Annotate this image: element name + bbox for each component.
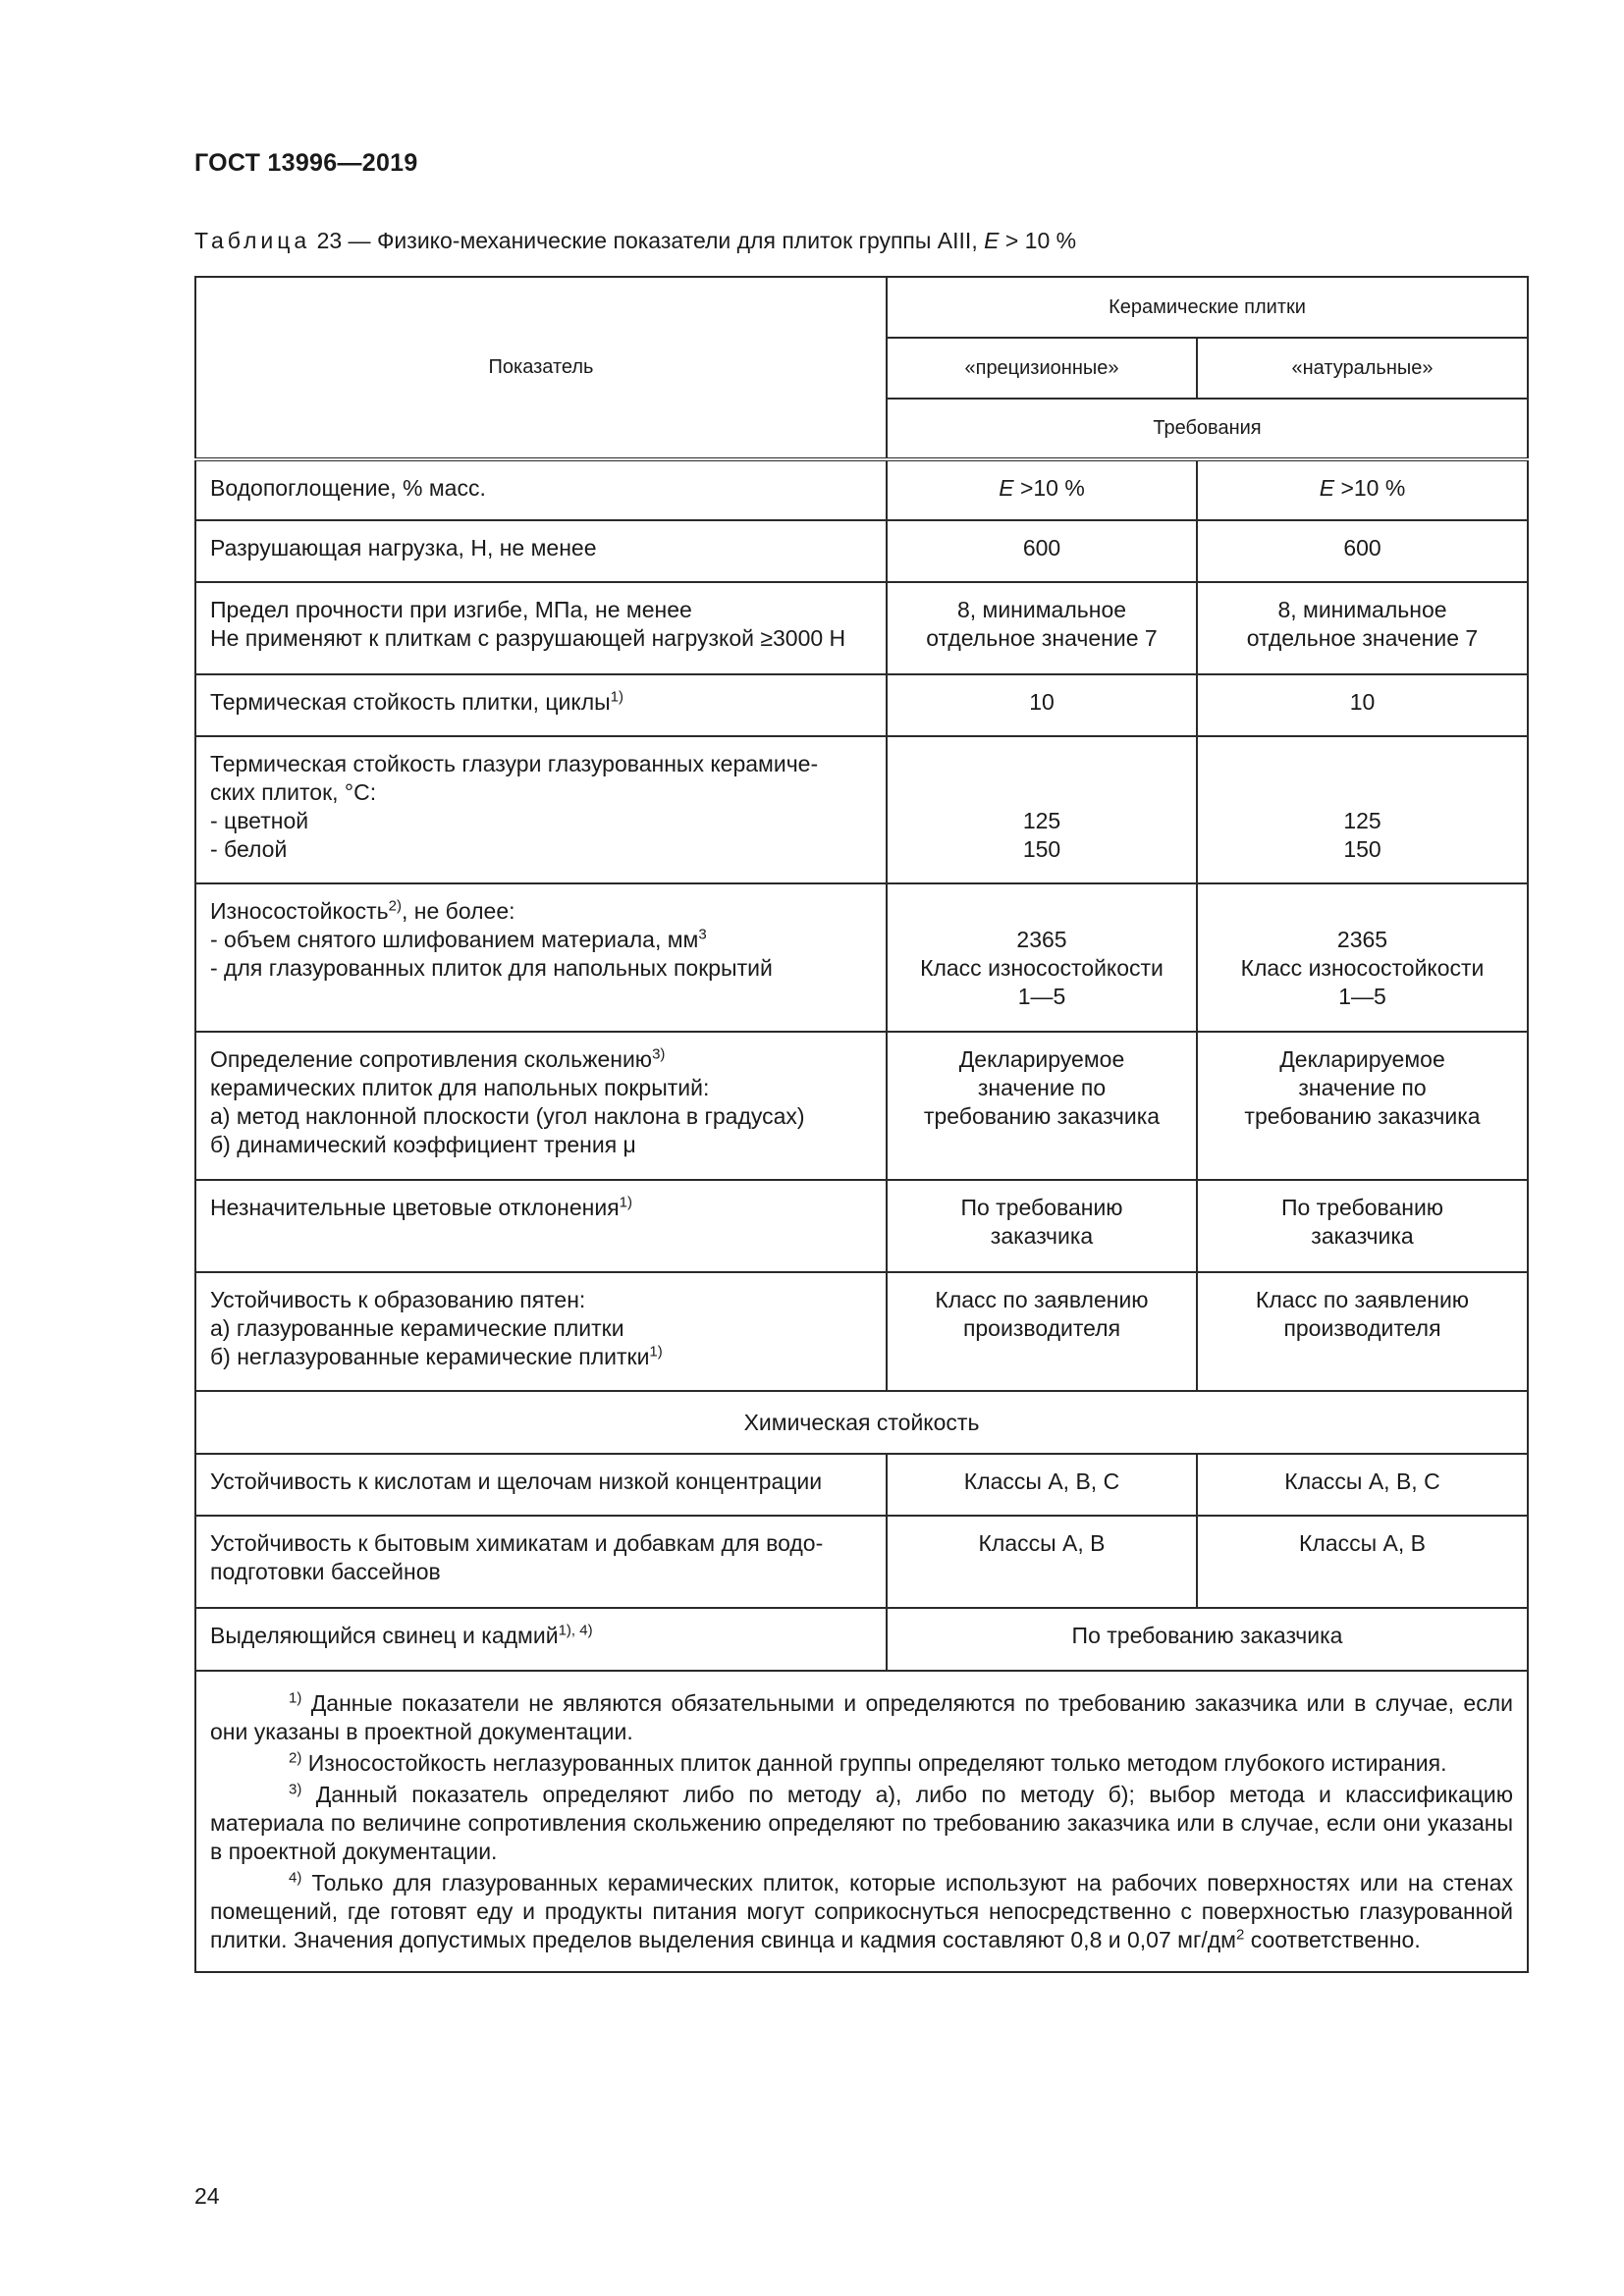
stain-sup: 1) [649, 1343, 663, 1361]
slip-label-1 [210, 1045, 872, 1074]
footnote-1-mark: 1) [289, 1689, 302, 1707]
table-row [195, 1272, 1528, 1391]
thermal-label: Термическая стойкость плитки, циклы [210, 689, 611, 715]
water-var-1: E [999, 475, 1014, 501]
slip-label-4: б) динамический коэффициент трения μ [210, 1132, 636, 1157]
row-value-stain-1 [887, 1272, 1197, 1391]
slip-label-1-text: Определение сопротивления скольжению [210, 1046, 653, 1072]
header-group: Керамические плитки [887, 277, 1528, 338]
row-value-thermal-2: 10 [1197, 674, 1528, 736]
glaze-label-2: ских плиток, °С: [210, 779, 377, 805]
caption-text: 23 — Физико-механические показатели для плиток группы АIII, [316, 228, 978, 253]
slip-value-2a: Декларируемое [1279, 1046, 1445, 1072]
header-col-precision: «прецизионные» [887, 338, 1197, 399]
glaze-value-1b: 150 [1022, 836, 1061, 862]
row-label-thermal [195, 674, 887, 736]
thermal-sup: 1) [610, 688, 623, 706]
footnote-4-mark: 4) [289, 1869, 302, 1887]
row-value-slip-1 [887, 1032, 1197, 1180]
stain-label-3-text: б) неглазурованные керамические плитки [210, 1344, 650, 1369]
row-label-acid: Устойчивость к кислотам и щелочам низкой концентрации [195, 1454, 887, 1516]
footnotes [195, 1671, 1528, 1972]
wear-label-1-text: Износостойкость [210, 898, 389, 924]
table-row [195, 736, 1528, 883]
row-value-wear-1 [887, 883, 1197, 1032]
water-val-2: >10 % [1340, 475, 1406, 501]
row-label-stain [195, 1272, 887, 1391]
water-var-2: E [1319, 475, 1335, 501]
row-value-household-1: Классы А, В [887, 1516, 1197, 1608]
table-row [195, 1180, 1528, 1272]
slip-value-1a: Декларируемое [958, 1046, 1125, 1072]
table-row [195, 1516, 1528, 1608]
notes-row [195, 1671, 1528, 1972]
bend-value-1a: 8, минимальное [956, 597, 1127, 622]
lead-sup: 1), 4) [558, 1622, 593, 1639]
row-label-color [195, 1180, 887, 1272]
stain-label-1: Устойчивость к образованию пятен: [210, 1287, 586, 1312]
row-value-load-2: 600 [1197, 520, 1528, 582]
footnote-3-text: Данный показатель определяют либо по методу а), либо по методу б); выбор метода и классификацию материала по величине сопротивления скольжению определяют по требованию заказчика или в случае, если они указаны в проектной документации. [210, 1782, 1514, 1864]
row-label-household [195, 1516, 887, 1608]
page-number: 24 [194, 2183, 220, 2209]
lead-label: Выделяющийся свинец и кадмий [210, 1623, 559, 1648]
color-label: Незначительные цветовые отклонения [210, 1195, 620, 1220]
wear-sup: 2) [388, 897, 403, 915]
row-value-bend-2 [1197, 582, 1528, 674]
row-value-thermal-1: 10 [887, 674, 1197, 736]
row-value-water-1 [887, 459, 1197, 520]
chem-section-title: Химическая стойкость [195, 1391, 1528, 1454]
caption-word: Таблица [194, 228, 311, 253]
row-value-color-1 [887, 1180, 1197, 1272]
row-label-water: Водопоглощение, % масс. [195, 459, 887, 520]
row-value-load-1: 600 [887, 520, 1197, 582]
slip-label-3: а) метод наклонной плоскости (угол наклона в градусах) [210, 1103, 805, 1129]
stain-value-1a: Класс по заявлению [935, 1287, 1149, 1312]
table-row [195, 674, 1528, 736]
household-label-2: подготовки бассейнов [210, 1559, 441, 1584]
color-sup: 1) [619, 1194, 632, 1211]
row-value-bend-1 [887, 582, 1197, 674]
bend-value-2a: 8, минимальное [1277, 597, 1447, 622]
row-value-glaze-1 [887, 736, 1197, 883]
glaze-value-2b: 150 [1343, 836, 1381, 862]
row-value-glaze-2 [1197, 736, 1528, 883]
row-value-acid-2: Классы А, В, С [1197, 1454, 1528, 1516]
header-indicator: Показатель [195, 277, 887, 459]
caption-threshold: > 10 % [1004, 228, 1077, 253]
footnote-2-text: Износостойкость неглазурованных плиток данной группы определяют только методом глубокого истирания. [307, 1750, 1447, 1776]
row-label-lead [195, 1608, 887, 1671]
glaze-value-2a: 125 [1343, 808, 1381, 833]
glaze-label-1: Термическая стойкость глазури глазурованных керамиче- [210, 751, 819, 776]
row-label-bend [195, 582, 887, 674]
row-value-lead: По требованию заказчика [887, 1608, 1528, 1671]
table-row [195, 520, 1528, 582]
footnote-1-text: Данные показатели не являются обязательными и определяются по требованию заказчика или в случае, если они указаны в проектной документации. [210, 1690, 1513, 1744]
wear-label-1-rest: , не более: [402, 898, 515, 924]
table-row [195, 1454, 1528, 1516]
footnote-3 [210, 1781, 1513, 1866]
wear-label-1 [210, 897, 872, 926]
slip-value-1c: требованию заказчика [923, 1103, 1161, 1129]
glaze-label-3: - цветной [210, 808, 309, 833]
row-label-wear [195, 883, 887, 1032]
header-row-1 [195, 277, 1528, 338]
table-row [195, 1608, 1528, 1671]
footnote-4-unit-sup: 2 [1235, 1926, 1245, 1944]
row-label-slip [195, 1032, 887, 1180]
footnote-4-tail: соответственно. [1244, 1927, 1421, 1952]
wear-label-3: - для глазурованных плиток для напольных покрытий [210, 955, 773, 981]
header-col-natural: «натуральные» [1197, 338, 1528, 399]
slip-sup: 3) [652, 1045, 666, 1063]
stain-value-2a: Класс по заявлению [1255, 1287, 1470, 1312]
properties-table [194, 276, 1529, 1973]
footnote-1 [210, 1689, 1513, 1746]
row-value-wear-2 [1197, 883, 1528, 1032]
header-requirements: Требования [887, 399, 1528, 459]
color-value-1b: заказчика [990, 1223, 1094, 1249]
water-val-1: >10 % [1019, 475, 1085, 501]
standard-header: ГОСТ 13996—2019 [194, 149, 418, 177]
color-value-1a: По требованию [960, 1195, 1123, 1220]
slip-value-2c: требованию заказчика [1244, 1103, 1481, 1129]
stain-label-3 [210, 1343, 872, 1371]
footnote-2 [210, 1749, 1513, 1778]
wear-label-2 [210, 926, 872, 954]
row-value-household-2: Классы А, В [1197, 1516, 1528, 1608]
caption-var: E [984, 228, 1000, 253]
bend-value-2b: отдельное значение 7 [1246, 625, 1479, 651]
footnote-4 [210, 1869, 1513, 1954]
wear-value-2c: 1—5 [1338, 984, 1386, 1009]
color-value-2a: По требованию [1280, 1195, 1444, 1220]
stain-label-2: а) глазурованные керамические плитки [210, 1315, 624, 1341]
wear-value-2a: 2365 [1336, 927, 1388, 952]
color-value-2b: заказчика [1311, 1223, 1414, 1249]
slip-value-1b: значение по [977, 1075, 1107, 1100]
wear-unit-sup: 3 [698, 926, 707, 943]
row-value-stain-2 [1197, 1272, 1528, 1391]
wear-value-2b: Класс износостойкости [1240, 955, 1485, 981]
bend-label-1: Предел прочности при изгибе, МПа, не менее [210, 597, 692, 622]
wear-label-2-text: - объем снятого шлифованием материала, мм [210, 927, 699, 952]
stain-value-1b: производителя [962, 1315, 1121, 1341]
footnote-3-mark: 3) [289, 1781, 302, 1798]
footnote-4-text: Только для глазурованных керамических плиток, которые используют на рабочих поверхностях или на стенах помещений, где готовят еду и продукты питания могут соприкоснуться непосредственно с поверхностью глазурованной плитки. Значения допустимых пределов выделения свинца и кадмия составляют 0,8 и 0,07 мг/дм [210, 1870, 1513, 1952]
row-value-water-2 [1197, 459, 1528, 520]
table-row [195, 459, 1528, 520]
row-value-acid-1: Классы А, В, С [887, 1454, 1197, 1516]
row-value-slip-2 [1197, 1032, 1528, 1180]
household-label-1: Устойчивость к бытовым химикатам и добавкам для водо- [210, 1530, 824, 1556]
row-value-color-2 [1197, 1180, 1528, 1272]
bend-value-1b: отдельное значение 7 [926, 625, 1158, 651]
footnote-2-mark: 2) [289, 1749, 302, 1767]
slip-label-2: керамических плиток для напольных покрытий: [210, 1075, 710, 1100]
table-row [195, 1032, 1528, 1180]
wear-value-1c: 1—5 [1017, 984, 1066, 1009]
row-label-glaze [195, 736, 887, 883]
table-row [195, 883, 1528, 1032]
stain-value-2b: производителя [1283, 1315, 1441, 1341]
table-row [195, 582, 1528, 674]
table-caption [194, 228, 1076, 254]
table-row [195, 1391, 1528, 1454]
row-label-load: Разрушающая нагрузка, Н, не менее [195, 520, 887, 582]
glaze-label-4: - белой [210, 836, 288, 862]
glaze-value-1a: 125 [1022, 808, 1061, 833]
wear-value-1b: Класс износостойкости [920, 955, 1164, 981]
bend-label-2: Не применяют к плиткам с разрушающей нагрузкой ≥3000 Н [210, 625, 846, 651]
wear-value-1a: 2365 [1016, 927, 1067, 952]
slip-value-2b: значение по [1298, 1075, 1427, 1100]
